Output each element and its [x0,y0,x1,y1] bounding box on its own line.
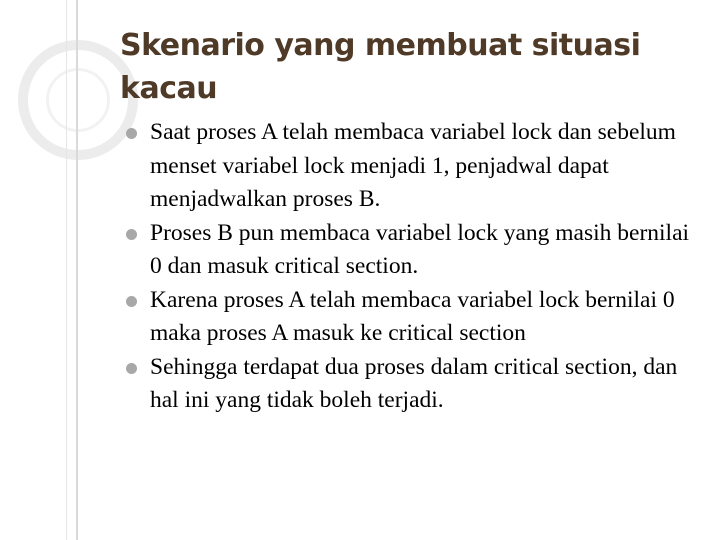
slide-title: Skenario yang membuat situasi kacau [120,28,641,106]
bullet-item [126,217,706,284]
bullet-dot-icon [126,296,137,307]
bullet-item [126,116,706,217]
bullet-dot-icon [126,229,137,240]
bullet-text: Proses B pun membaca variabel lock yang masih bernilai 0 dan masuk critical section. [150,219,690,279]
bullet-text: Karena proses A telah membaca variabel lock bernilai 0 maka proses A masuk ke critical section [150,286,675,346]
bullet-list [126,116,706,418]
bullet-dot-icon [126,363,137,374]
decorative-ring-inner [46,68,110,132]
bullet-item [126,351,706,418]
bullet-item [126,284,706,351]
bullet-text: Saat proses A telah membaca variabel lock dan sebelum menset variabel lock menjadi 1, penjadwal dapat menjadwalkan proses B. [150,119,676,212]
decorative-rule [76,0,78,540]
bullet-dot-icon [126,128,137,139]
decorative-rule-thin [66,0,67,540]
bullet-text: Sehingga terdapat dua proses dalam critical section, dan hal ini yang tidak boleh terjadi. [150,353,678,413]
